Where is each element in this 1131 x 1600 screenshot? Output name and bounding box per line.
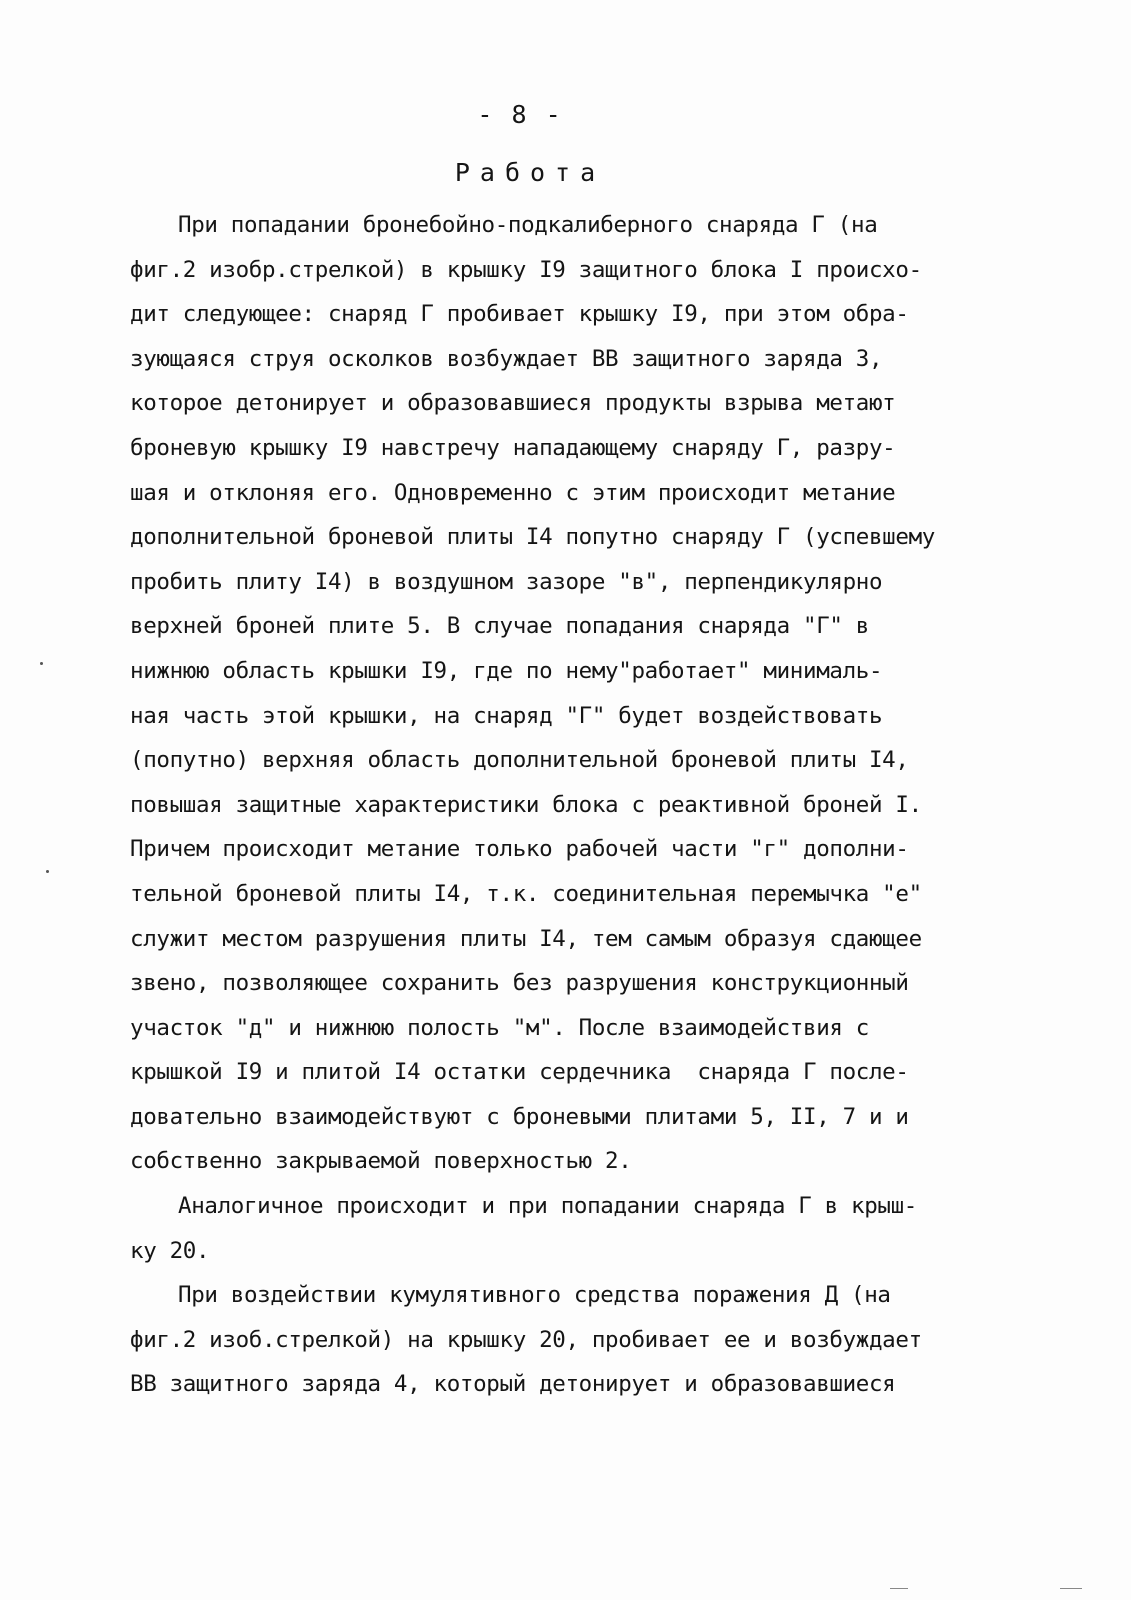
text-line: фиг.2 изоб.стрелкой) на крышку 20, пробивает ее и возбуждает [130, 1326, 922, 1353]
scan-edge-mark [890, 1588, 908, 1589]
text-line: дополнительной броневой плиты I4 попутно снаряду Г (успевшему [130, 524, 935, 551]
text-line: звено, позволяющее сохранить без разрушения конструкционный [130, 970, 909, 997]
body-text [130, 203, 990, 1407]
text-line: тельной броневой плиты I4, т.к. соединительная перемычка "е" [130, 880, 922, 907]
section-heading: Работа [454, 158, 606, 187]
page-number: - 8 - [477, 100, 563, 129]
text-line: дит следующее: снаряд Г пробивает крышку I9, при этом обра- [130, 301, 909, 328]
text-line: шая и отклоняя его. Одновременно с этим происходит метание [130, 479, 896, 506]
text-line: собственно закрываемой поверхностью 2. [130, 1148, 632, 1175]
scan-speck [46, 870, 49, 873]
text-line: ку 20. [130, 1237, 210, 1264]
text-line: участок "д" и нижнюю полость "м". После взаимодействия с [130, 1014, 869, 1041]
text-line: броневую крышку I9 навстречу нападающему снаряду Г, разру- [130, 434, 896, 461]
text-line: нижнюю область крышки I9, где по нему"работает" минималь- [130, 657, 883, 684]
scan-edge-mark [1060, 1588, 1082, 1589]
text-line: ВВ защитного заряда 4, который детонирует и образовавшиеся [130, 1371, 896, 1398]
text-line: верхней броней плите 5. В случае попадания снаряда "Г" в [130, 613, 869, 640]
text-line: При воздействии кумулятивного средства поражения Д (на [178, 1282, 891, 1309]
scan-speck [40, 662, 43, 665]
text-line: При попадании бронебойно-подкалиберного снаряда Г (на [178, 212, 878, 238]
text-line: крышкой I9 и плитой I4 остатки сердечника снаряда Г после- [130, 1059, 909, 1086]
text-line: фиг.2 изобр.стрелкой) в крышку I9 защитного блока I происхо- [130, 256, 922, 283]
text-line: которое детонирует и образовавшиеся продукты взрыва метают [130, 390, 896, 417]
text-line: довательно взаимодействуют с броневыми плитами 5, II, 7 и и [130, 1103, 909, 1130]
text-line: Причем происходит метание только рабочей части "г" дополни- [130, 836, 909, 863]
text-line: Аналогичное происходит и при попадании снаряда Г в крыш- [178, 1193, 917, 1220]
text-line: (попутно) верхняя область дополнительной броневой плиты I4, [130, 747, 909, 774]
text-line: повышая защитные характеристики блока с реактивной броней I. [130, 791, 922, 818]
text-line: ная часть этой крышки, на снаряд "Г" будет воздействовать [130, 702, 883, 729]
text-line: служит местом разрушения плиты I4, тем самым образуя сдающее [130, 925, 922, 952]
text-line: пробить плиту I4) в воздушном зазоре "в", перпендикулярно [130, 568, 883, 595]
text-line: зующаяся струя осколков возбуждает ВВ защитного заряда 3, [130, 345, 883, 372]
